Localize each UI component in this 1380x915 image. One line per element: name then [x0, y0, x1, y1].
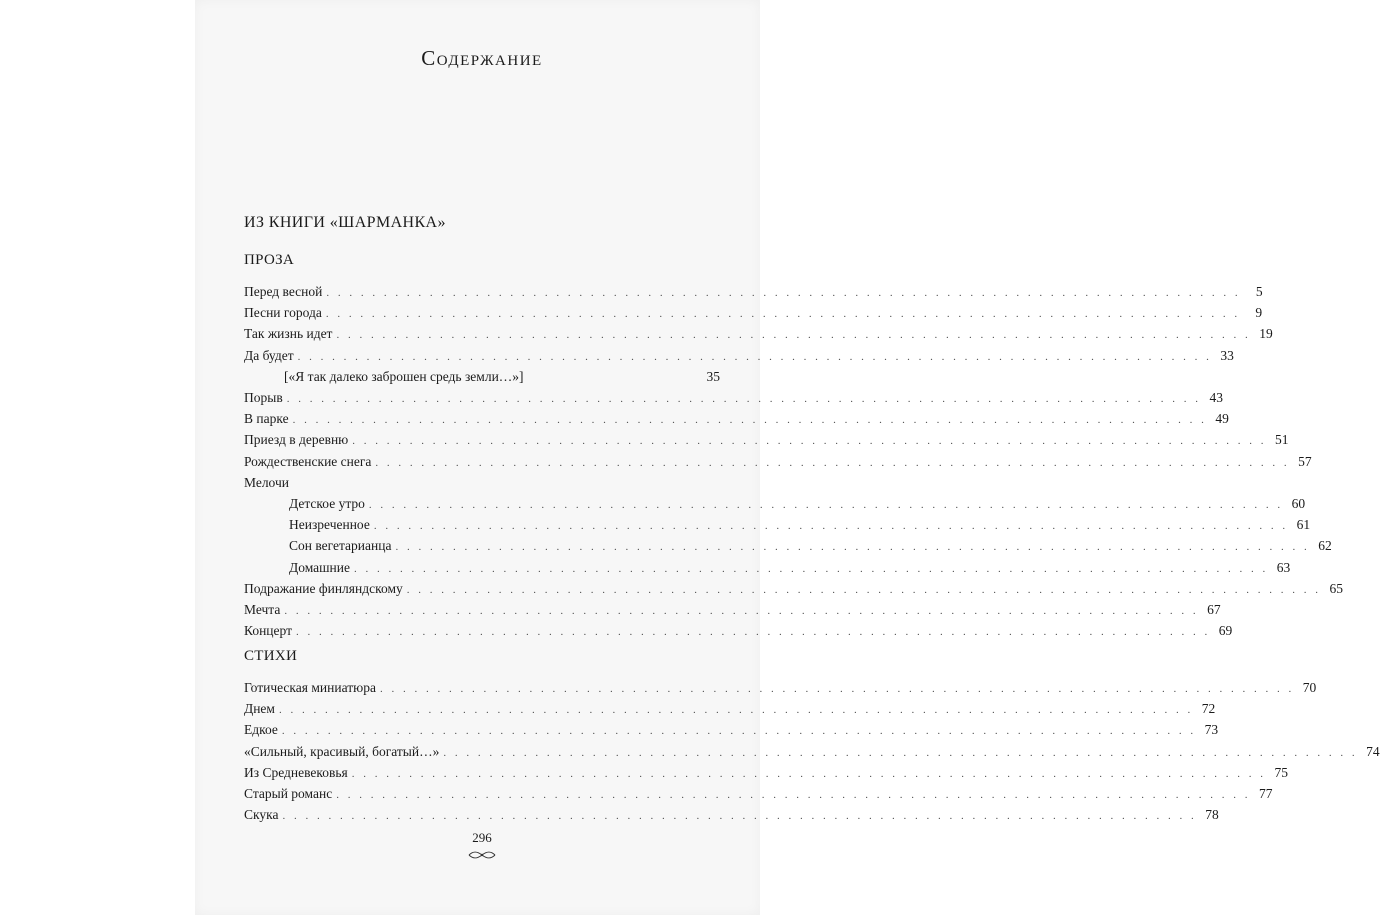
- toc-entry[interactable]: [244, 784, 1273, 804]
- toc-entry-title: Да будет: [244, 347, 294, 363]
- toc-entry-title: Готическая миниатюра: [244, 680, 376, 695]
- toc-entry[interactable]: [244, 452, 1312, 472]
- book-heading: ИЗ КНИГИ «ШАРМАНКА»: [244, 214, 446, 231]
- toc-entry-title: Приезд в деревню: [244, 432, 349, 448]
- toc-leader-dots: . . . . . . . . . . . . . . . . . . . . . . . . . . . . . . . . . . . . . . . . . . . . . . . . . . . . . . . . . . . . . . . . . . . . . . . . . . . . . . . .: [352, 435, 1267, 448]
- toc-leader-dots: . . . . . . . . . . . . . . . . . . . . . . . . . . . . . . . . . . . . . . . . . . . . . . . . . . . . . . . . . . . . . . . . . . . . . . . . . . . . . . . .: [353, 562, 1269, 575]
- toc-entry[interactable]: [244, 409, 1229, 429]
- toc-leader-dots: . . . . . . . . . . . . . . . . . . . . . . . . . . . . . . . . . . . . . . . . . . . . . . . . . . . . . . . . . . . . . . . . . . . . . . . . . . . . . . . .: [282, 810, 1197, 823]
- toc-entry-page: 63: [1276, 559, 1291, 575]
- toc-leader-dots: . . . . . . . . . . . . . . . . . . . . . . . . . . . . . . . . . . . . . . . . . . . . . . . . . . . . . . . . . . . . . . . . . . . . . . . . . . . . . . . .: [336, 789, 1251, 801]
- toc-entry-page: 77: [1258, 786, 1273, 801]
- toc-leader-dots: . . . . . . . . . . . . . . . . . . . . . . . . . . . . . . . . . . . . . . . . . . . . . . . . . . . . . . . . . . . . . . . . . . . . . . . . . . . . . . . .: [325, 308, 1241, 321]
- toc-entry[interactable]: [244, 742, 1380, 762]
- toc-entry[interactable]: [244, 388, 1223, 408]
- toc-leader-dots: . . . . . . . . . . . . . . . . . . . . . . . . . . . . . . . . . . . . . . . . . . . . . . . . . . . . . . . . . . . . . . . . . . . . . . . . . . . . . . . .: [296, 626, 1211, 639]
- toc-leader-dots: . . . . . . . . . . . . . . . . . . . . . . . . . . . . . . . . . . . . . . . . . . . . . . . . . . . . . . . . . . . . . . . . . . . . . . . . . . . . . . . .: [368, 499, 1284, 511]
- page-title: Содержание: [421, 46, 543, 70]
- toc-entry-title: Так жизнь идет: [244, 326, 333, 342]
- toc-leader-dots: . . . . . . . . . . . . . . . . . . . . . . . . . . . . . . . . . . . . . . . . . . . . . . . . . . . . . . . . . . . . . . . . . . . . . . . . . . . . . . . .: [375, 456, 1290, 469]
- section-heading: ПРОЗА: [244, 252, 295, 268]
- toc-leader-dots: . . . . . . . . . . . . . . . . . . . . . . . . . . . . . . . . . . . . . . . . . . . . . . . . . . . . . . . . . . . . . . . . . . . . . . . . . . . . . . . .: [443, 746, 1358, 759]
- toc-entry-page: 73: [1204, 722, 1219, 738]
- toc-entry-page: 49: [1215, 411, 1229, 427]
- toc-entry-page: 9: [1255, 305, 1263, 321]
- toc-entry-title: Скука: [244, 807, 279, 823]
- toc-entry-page: 61: [1296, 517, 1311, 533]
- toc-entry[interactable]: [289, 515, 1311, 535]
- toc-entry-page: 74: [1366, 743, 1380, 759]
- toc-entry-title: Рождественские снега: [244, 453, 372, 469]
- toc-entry-page: 67: [1207, 602, 1221, 617]
- toc-entry[interactable]: [289, 558, 1291, 578]
- toc-entry[interactable]: [284, 367, 720, 387]
- toc-entry-title: Перед весной: [244, 284, 323, 299]
- toc-entry-page: 51: [1275, 432, 1289, 448]
- toc-entry[interactable]: [244, 430, 1289, 450]
- toc-entry-title: [«Я так далеко заброшен средь земли…»]: [284, 368, 524, 384]
- ornament-icon: [467, 850, 497, 860]
- toc-entry-title: Песни города: [244, 305, 322, 321]
- toc-entry-title: В парке: [244, 411, 289, 427]
- toc-entry[interactable]: [244, 346, 1234, 366]
- toc-entry-title: Едкое: [244, 722, 278, 738]
- toc-entry[interactable]: [244, 678, 1317, 698]
- toc-entry[interactable]: [244, 473, 720, 493]
- toc-entry[interactable]: [289, 494, 1306, 514]
- toc-leader-dots: . . . . . . . . . . . . . . . . . . . . . . . . . . . . . . . . . . . . . . . . . . . . . . . . . . . . . . . . . . . . . . . . . . . . . . . . . . . . . . . .: [286, 393, 1201, 405]
- toc-entry-page: 72: [1201, 701, 1216, 717]
- toc-entry-page: 60: [1291, 496, 1306, 511]
- toc-entry-title: Концерт: [244, 623, 292, 639]
- toc-entry-title: Подражание финляндскому: [244, 580, 403, 596]
- toc-leader-dots: . . . . . . . . . . . . . . . . . . . . . . . . . . . . . . . . . . . . . . . . . . . . . . . . . . . . . . . . . . . . . . . . . . . . . . . . . . . . . . . .: [326, 287, 1241, 299]
- toc-entry-page: 43: [1209, 390, 1223, 405]
- toc-entry[interactable]: [244, 579, 1343, 599]
- toc-entry-page: 35: [706, 368, 720, 384]
- toc-entry-page: 33: [1220, 347, 1234, 363]
- toc-entry-page: 78: [1205, 807, 1219, 823]
- toc-entry-title: «Сильный, красивый, богатый…»: [244, 743, 440, 759]
- toc-entry-page: 65: [1329, 580, 1343, 596]
- toc-entry-title: Мечта: [244, 602, 281, 617]
- toc-entry[interactable]: [244, 720, 1219, 740]
- toc-entry-page: 19: [1259, 326, 1273, 342]
- toc-leader-dots: . . . . . . . . . . . . . . . . . . . . . . . . . . . . . . . . . . . . . . . . . . . . . . . . . . . . . . . . . . . . . . . . . . . . . . . . . . . . . . . .: [379, 683, 1295, 695]
- toc-entry[interactable]: [244, 805, 1219, 825]
- toc-entry-title: Днем: [244, 701, 275, 717]
- toc-entry[interactable]: [244, 621, 1233, 641]
- toc-leader-dots: . . . . . . . . . . . . . . . . . . . . . . . . . . . . . . . . . . . . . . . . . . . . . . . . . . . . . . . . . . . . . . . . . . . . . . . . . . . . . . . .: [406, 583, 1321, 596]
- page-number: 296: [472, 830, 492, 845]
- toc-entry-title: Домашние: [289, 559, 350, 575]
- toc-entry-page: 57: [1298, 453, 1312, 469]
- toc-entry-title: Детское утро: [289, 496, 365, 511]
- toc-entry[interactable]: [244, 324, 1273, 344]
- toc-entry-page: 62: [1318, 538, 1332, 554]
- toc-leader-dots: . . . . . . . . . . . . . . . . . . . . . . . . . . . . . . . . . . . . . . . . . . . . . . . . . . . . . . . . . . . . . . . . . . . . . . . . . . . . . . . .: [336, 329, 1251, 342]
- toc-entry-title: Сон вегетарианца: [289, 538, 392, 554]
- toc-entry[interactable]: [244, 600, 1221, 620]
- toc-leader-dots: . . . . . . . . . . . . . . . . . . . . . . . . . . . . . . . . . . . . . . . . . . . . . . . . . . . . . . . . . . . . . . . . . . . . . . . . . . . . . . . .: [297, 350, 1212, 363]
- toc-leader-dots: . . . . . . . . . . . . . . . . . . . . . . . . . . . . . . . . . . . . . . . . . . . . . . . . . . . . . . . . . . . . . . . . . . . . . . . . . . . . . . . .: [351, 767, 1267, 780]
- toc-entry-title: Мелочи: [244, 474, 289, 490]
- toc-entry-page: 5: [1255, 284, 1263, 299]
- section-heading: СТИХИ: [244, 648, 298, 664]
- toc-leader-dots: . . . . . . . . . . . . . . . . . . . . . . . . . . . . . . . . . . . . . . . . . . . . . . . . . . . . . . . . . . . . . . . . . . . . . . . . . . . . . . . .: [395, 541, 1310, 554]
- toc-leader-dots: . . . . . . . . . . . . . . . . . . . . . . . . . . . . . . . . . . . . . . . . . . . . . . . . . . . . . . . . . . . . . . . . . . . . . . . . . . . . . . . .: [284, 605, 1199, 617]
- toc-entry[interactable]: [244, 303, 1263, 323]
- toc-entry-page: 70: [1302, 680, 1317, 695]
- toc-leader-dots: . . . . . . . . . . . . . . . . . . . . . . . . . . . . . . . . . . . . . . . . . . . . . . . . . . . . . . . . . . . . . . . . . . . . . . . . . . . . . . . .: [292, 414, 1207, 427]
- toc-leader-dots: . . . . . . . . . . . . . . . . . . . . . . . . . . . . . . . . . . . . . . . . . . . . . . . . . . . . . . . . . . . . . . . . . . . . . . . . . . . . . . . .: [281, 725, 1197, 738]
- toc-entry-page: 69: [1218, 623, 1233, 639]
- toc-entry[interactable]: [244, 763, 1289, 783]
- toc-entry[interactable]: [244, 282, 1263, 302]
- toc-entry-title: Неизреченное: [289, 517, 370, 533]
- toc-leader-dots: . . . . . . . . . . . . . . . . . . . . . . . . . . . . . . . . . . . . . . . . . . . . . . . . . . . . . . . . . . . . . . . . . . . . . . . . . . . . . . . .: [373, 520, 1289, 533]
- toc-entry-title: Порыв: [244, 390, 283, 405]
- toc-leader-dots: . . . . . . . . . . . . . . . . . . . . . . . . . . . . . . . . . . . . . . . . . . . . . . . . . . . . . . . . . . . . . . . . . . . . . . . . . . . . . . . .: [278, 704, 1194, 717]
- toc-entry-page: 75: [1274, 764, 1289, 780]
- toc-entry-title: Из Средневековья: [244, 764, 348, 780]
- toc-entry-title: Старый романс: [244, 786, 333, 801]
- toc-entry[interactable]: [244, 699, 1216, 719]
- toc-entry[interactable]: [289, 536, 1332, 556]
